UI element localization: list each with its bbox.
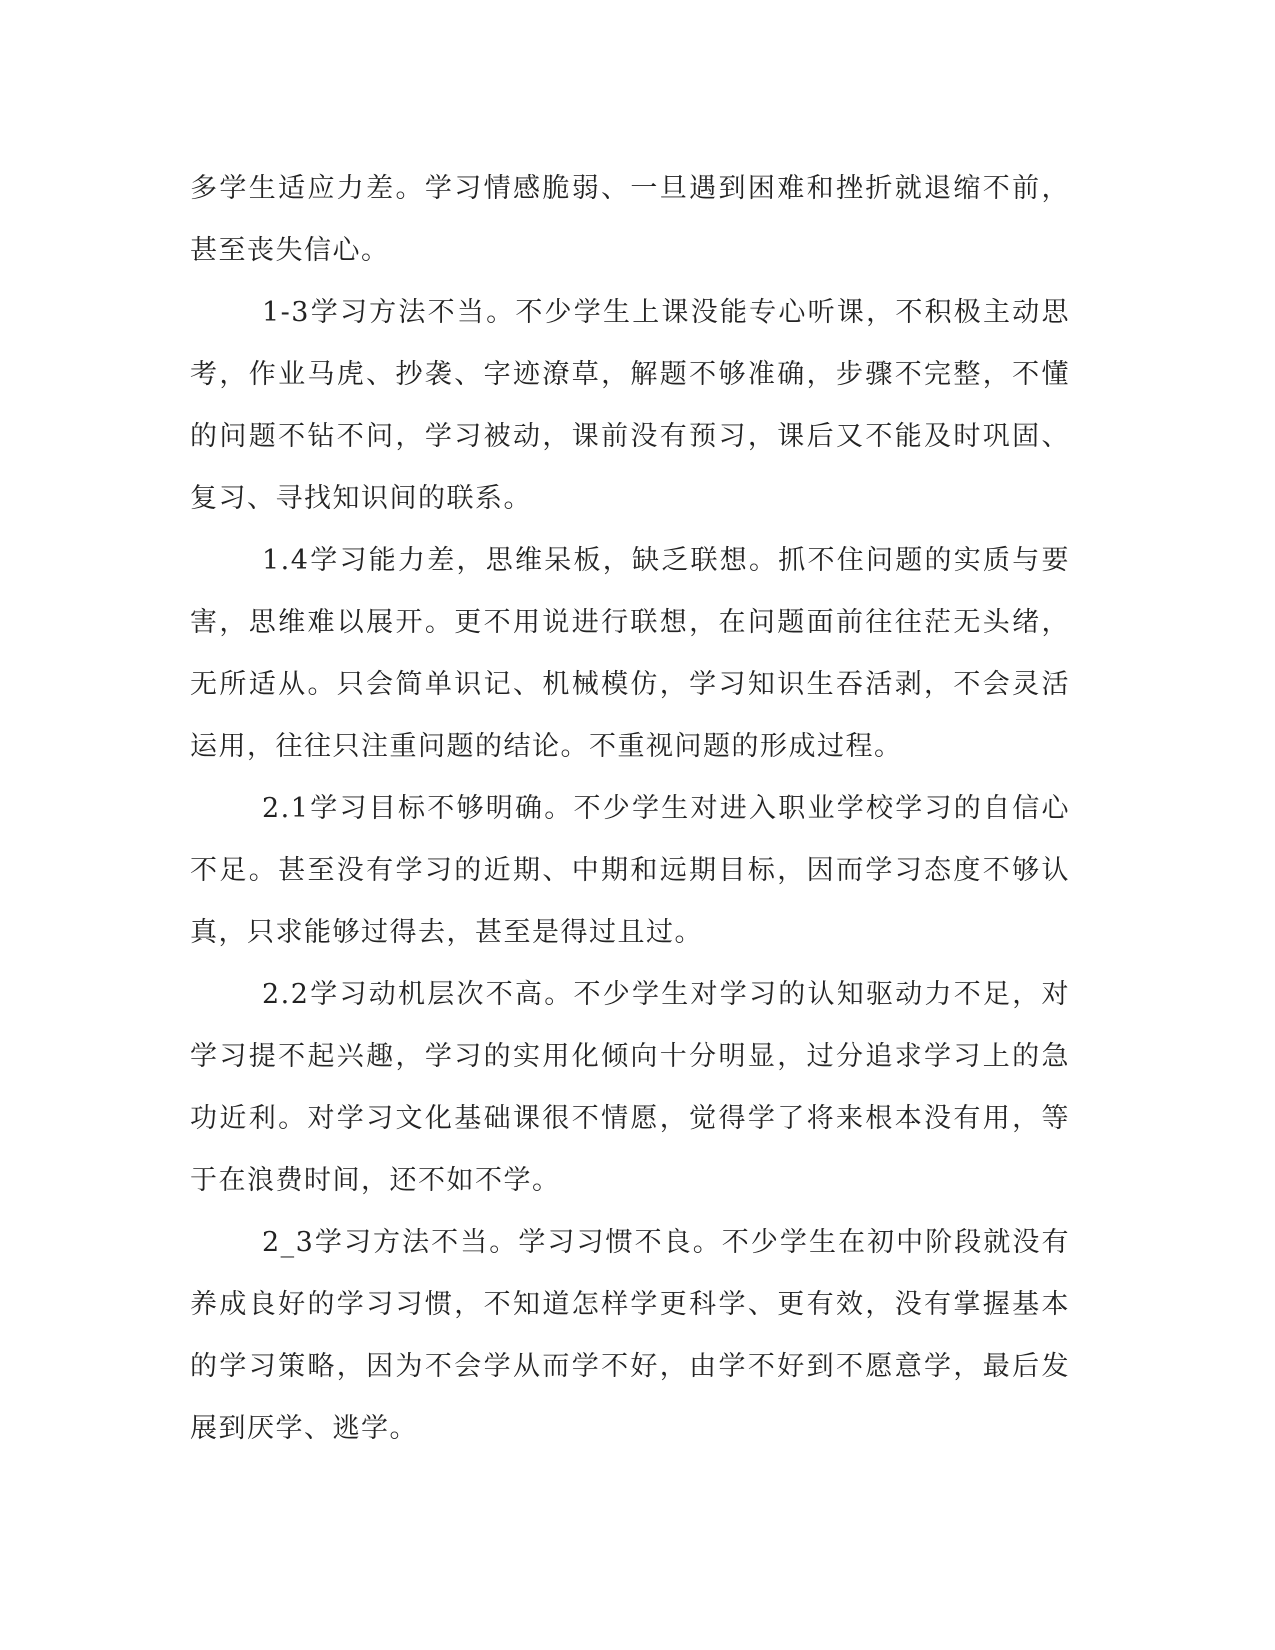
paragraph-1: 多学生适应力差。学习情感脆弱、一旦遇到困难和挫折就退缩不前，甚至丧失信心。 [190,173,1070,266]
paragraph-6: 2_3学习方法不当。学习习惯不良。不少学生在初中阶段就没有养成良好的学习习惯，不知道怎样学更科学、更有效，没有掌握基本的学习策略，因为不会学从而学不好，由学不好到不愿意学，最后发展到厌学、逃学。 [190,1227,1070,1444]
paragraph-5: 2.2学习动机层次不高。不少学生对学习的认知驱动力不足，对学习提不起兴趣，学习的实用化倾向十分明显，过分追求学习上的急功近利。对学习文化基础课很不情愿，觉得学了将来根本没有用，等于在浪费时间，还不如不学。 [190,979,1070,1196]
paragraph-3: 1.4学习能力差，思维呆板，缺乏联想。抓不住问题的实质与要害，思维难以展开。更不用说进行联想，在问题面前往往茫无头绪，无所适从。只会简单识记、机械模仿，学习知识生吞活剥，不会灵活运用，往往只注重问题的结论。不重视问题的形成过程。 [190,545,1070,762]
paragraph-2: 1-3学习方法不当。不少学生上课没能专心听课，不积极主动思考，作业马虎、抄袭、字迹潦草，解题不够准确，步骤不完整，不懂的问题不钻不问，学习被动，课前没有预习，课后又不能及时巩固、复习、寻找知识间的联系。 [190,297,1070,514]
paragraph-4: 2.1学习目标不够明确。不少学生对进入职业学校学习的自信心不足。甚至没有学习的近期、中期和远期目标，因而学习态度不够认真，只求能够过得去，甚至是得过且过。 [190,793,1070,948]
document-body [190,158,1070,1460]
